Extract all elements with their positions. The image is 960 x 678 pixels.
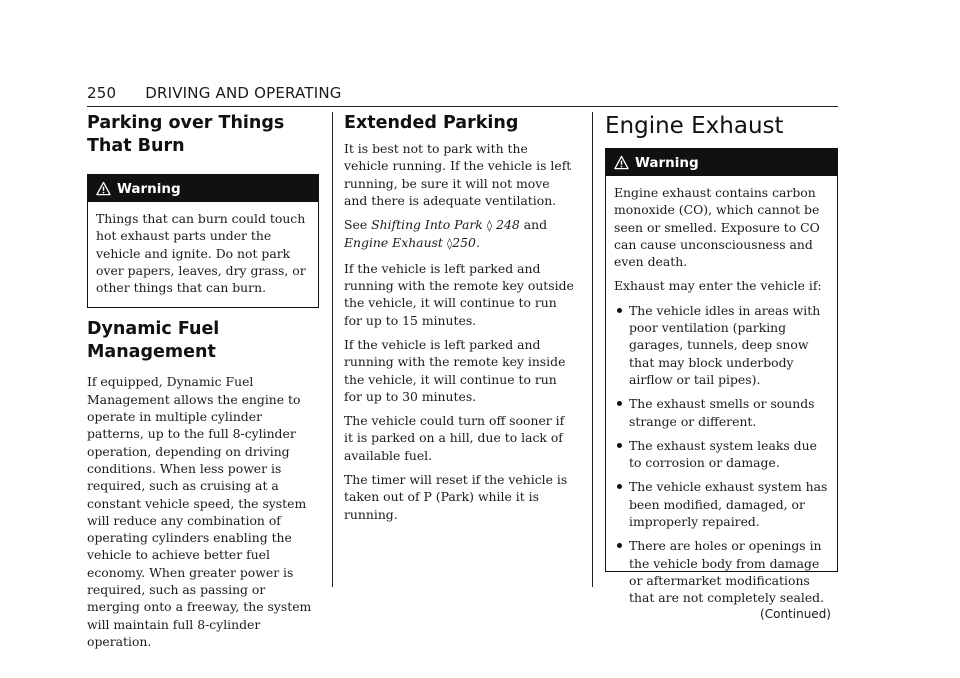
warning-text: Exhaust may enter the vehicle if: xyxy=(614,278,822,294)
warning-text: Engine exhaust contains carbon monoxide (CO), which cannot be seen or smelled. Exposure to CO can cause unconsciousness and even death. xyxy=(614,185,820,270)
paragraph: The vehicle could turn off sooner if it is parked on a hill, due to lack of available fuel. xyxy=(344,413,565,463)
warning-icon xyxy=(614,155,629,170)
page-ref-250[interactable]: 250 xyxy=(452,235,476,251)
column-3 xyxy=(605,112,838,621)
continued-label: (Continued) xyxy=(760,606,831,621)
list-item: The vehicle idles in areas with poor ventilation (parking garages, tunnels, deep snow that may block underbody airflow or tail pipes). xyxy=(614,302,831,388)
paragraph: If equipped, Dynamic Fuel Management allows the engine to operate in multiple cylinder patterns, up to the full 8-cylinder operation, depending on driving conditions. When less power is required, such as cruising at a constant vehicle speed, the system will reduce any combination of operating cylinders enabling the vehicle to achieve better fuel economy. When greater power is required, such as passing or merging onto a freeway, the system will maintain full 8-cylinder operation. xyxy=(87,374,312,649)
paragraph: It is best not to park with the vehicle running. If the vehicle is left running, be sure it will not move and there is adequate ventilation. xyxy=(344,141,572,208)
list-item: The exhaust smells or sounds strange or different. xyxy=(614,395,831,430)
list-item: The vehicle exhaust system has been modified, damaged, or improperly repaired. xyxy=(614,478,831,530)
link-engine-exhaust[interactable]: Engine Exhaust xyxy=(344,235,443,251)
page-number: 250 xyxy=(87,84,117,102)
section-heading-dfm: Dynamic Fuel Management xyxy=(87,319,220,363)
warning-header xyxy=(606,149,837,176)
column-divider xyxy=(332,112,333,587)
link-shifting-into-park[interactable]: Shifting Into Park xyxy=(371,217,483,233)
column-divider xyxy=(592,112,593,587)
column-1 xyxy=(87,112,319,657)
warning-icon xyxy=(96,181,111,196)
section-title: DRIVING AND OPERATING xyxy=(145,84,342,102)
column-2 xyxy=(344,112,576,530)
see-reference-paragraph: See Shifting Into Park ◊ 248 and Engine Exhaust ◊250. xyxy=(344,217,548,251)
warning-box xyxy=(87,174,319,308)
warning-label: Warning xyxy=(117,180,181,197)
page-header xyxy=(87,84,838,107)
paragraph: If the vehicle is left parked and running with the remote key outside the vehicle, it will continue to run for up to 15 minutes. xyxy=(344,260,574,328)
warning-box xyxy=(605,148,838,621)
page-ref-icon: ◊ xyxy=(446,237,453,251)
section-heading-engine-exhaust: Engine Exhaust xyxy=(605,113,784,139)
list-item: There are holes or openings in the vehicle body from damage or aftermarket modifications that are not completely sealed. xyxy=(614,537,831,606)
section-heading-parking: Parking over Things That Burn xyxy=(87,113,285,156)
paragraph: If the vehicle is left parked and running with the remote key inside the vehicle, it will continue to run for up to 30 minutes. xyxy=(344,336,566,404)
page-ref-248[interactable]: 248 xyxy=(496,217,520,233)
list-item: The exhaust system leaks due to corrosion or damage. xyxy=(614,437,831,472)
warning-label: Warning xyxy=(635,154,699,171)
warning-header xyxy=(88,175,318,202)
warning-text: Things that can burn could touch hot exhaust parts under the vehicle and ignite. Do not park over papers, leaves, dry grass, or other things that can burn. xyxy=(96,211,306,296)
section-heading-extended-parking: Extended Parking xyxy=(344,113,519,133)
paragraph: The timer will reset if the vehicle is taken out of P (Park) while it is running. xyxy=(344,472,568,522)
bullet-list xyxy=(614,302,831,607)
page-ref-icon: ◊ xyxy=(486,219,493,233)
